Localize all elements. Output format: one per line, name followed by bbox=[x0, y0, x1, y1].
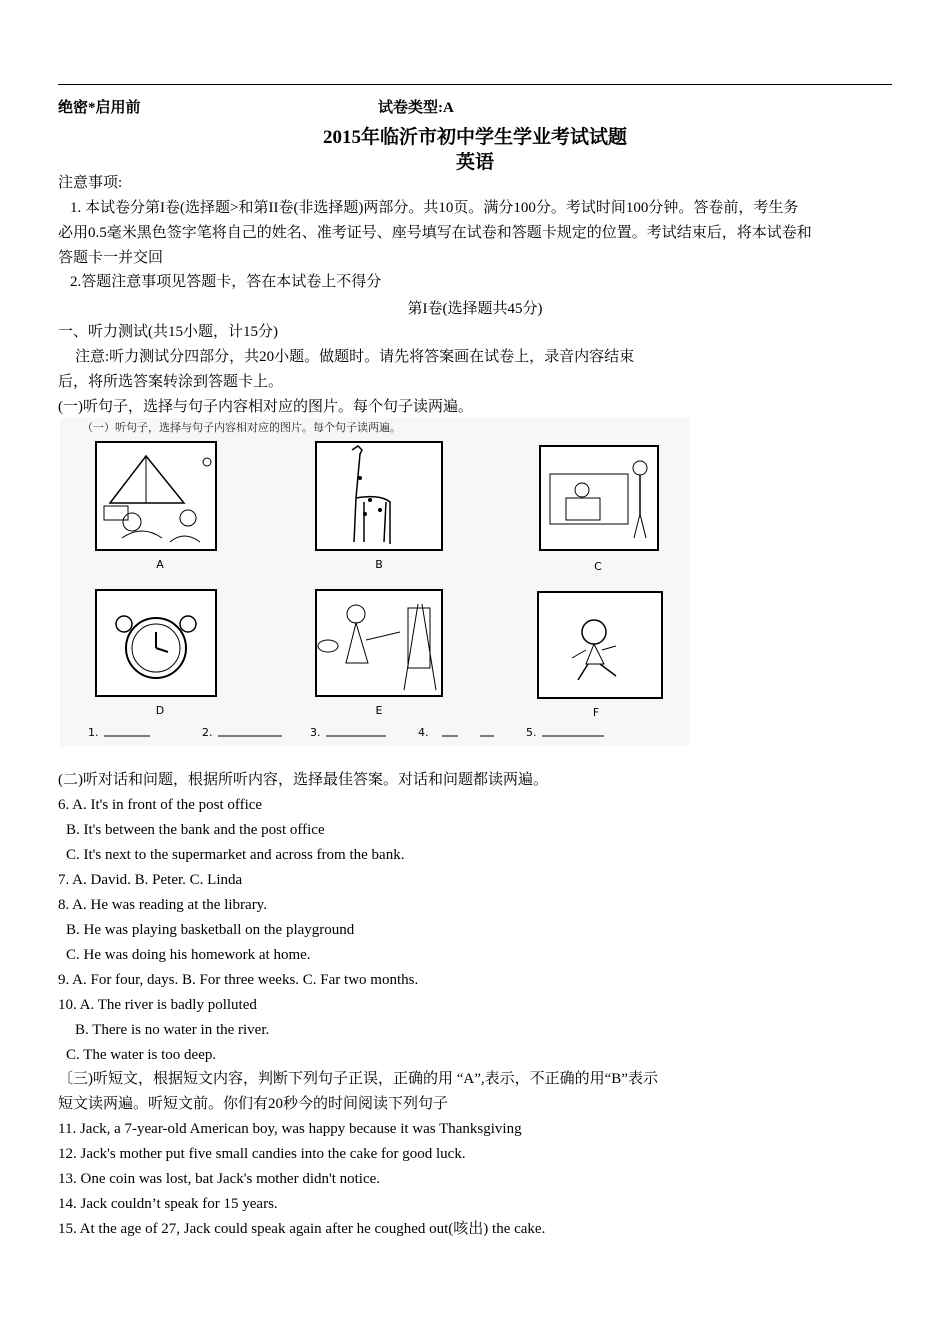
label-c: C bbox=[594, 560, 602, 573]
notes-item1-line1: 1. 本试卷分第I卷(选择题>和第II卷(非选择题)两部分。共10页。满分100分。考试时间100分钟。答卷前，考生务 bbox=[70, 200, 799, 216]
part3-heading-line2: 短文读两遍。听短文前。你们有20秒今的时间阅读下列句子 bbox=[58, 1096, 449, 1112]
blank-2-number: 2. bbox=[202, 726, 213, 739]
notes-heading: 注意事项: bbox=[58, 175, 123, 191]
picture-b-giraffe bbox=[316, 442, 442, 550]
picture-a-camping bbox=[96, 442, 216, 550]
notes-item2: 2.答题注意事项见答题卡，答在本试卷上不得分 bbox=[70, 274, 382, 290]
part2-heading: (二)听对话和问题，根据所听内容，选择最佳答案。对话和问题都读两遍。 bbox=[58, 772, 548, 788]
question-7: 7. A. David. B. Peter. C. Linda bbox=[58, 872, 243, 888]
question-8-b: B. He was playing basketball on the playground bbox=[66, 922, 355, 938]
question-10-c: C. The water is too deep. bbox=[66, 1047, 217, 1063]
question-6-a: 6. A. It's in front of the post office bbox=[58, 797, 263, 813]
question-13: 13. One coin was lost, bat Jack's mother didn't notice. bbox=[58, 1171, 381, 1187]
section1-heading: 一、听力测试(共15小题，计15分) bbox=[58, 324, 278, 340]
question-15: 15. At the age of 27, Jack could speak again after he coughed out(咳出) the cake. bbox=[58, 1221, 546, 1237]
question-6-b: B. It's between the bank and the post office bbox=[66, 822, 325, 838]
answer-blanks bbox=[88, 726, 604, 739]
blank-3-number: 3. bbox=[310, 726, 321, 739]
label-f: F bbox=[592, 706, 600, 719]
exam-subject: 英语 bbox=[455, 152, 494, 173]
picture-d-alarm-clock bbox=[96, 590, 216, 696]
picture-f-running-boy bbox=[538, 592, 662, 698]
label-d: D bbox=[155, 704, 165, 717]
question-11: 11. Jack, a 7-year-old American boy, was happy because it was Thanksgiving bbox=[58, 1121, 522, 1137]
notes-item1-line2: 必用0.5毫米黑色签字笔将自己的姓名、准考证号、座号填写在试卷和答题卡规定的位置。考试结束后，将本试卷和 bbox=[58, 225, 812, 241]
label-e: E bbox=[375, 704, 383, 717]
volume1-heading: 第I卷(选择题共45分) bbox=[407, 301, 543, 317]
question-8-c: C. He was doing his homework at home. bbox=[66, 947, 311, 963]
top-rule bbox=[58, 84, 892, 85]
label-b: B bbox=[375, 558, 383, 571]
picture-e-painting bbox=[316, 590, 442, 696]
question-6-c: C. It's next to the supermarket and across from the bank. bbox=[66, 847, 405, 863]
blank-1-number: 1. bbox=[88, 726, 99, 739]
listening-note-line1: 注意:听力测试分四部分，共20小题。做题时。请先将答案画在试卷上，录音内容结束 bbox=[75, 349, 635, 365]
question-8-a: 8. A. He was reading at the library. bbox=[58, 897, 267, 913]
figure-caption: （一）听句子，选择与句子内容相对应的图片。每个句子读两遍。 bbox=[82, 421, 401, 434]
confidential-label: 绝密*启用前 bbox=[58, 100, 141, 116]
paper-type-label: 试卷类型:A bbox=[378, 100, 454, 116]
notes-item1-line3: 答题卡一并交回 bbox=[58, 250, 164, 266]
question-14: 14. Jack couldn’t speak for 15 years. bbox=[58, 1196, 278, 1212]
part3-heading-line1: 〔三)听短文，根据短文内容，判断下列句子正误，正确的用 “A”,表示，不正确的用“B”表示 bbox=[58, 1071, 658, 1087]
question-12: 12. Jack's mother put five small candies into the cake for good luck. bbox=[58, 1146, 466, 1162]
blank-4-number: 4. bbox=[418, 726, 429, 739]
exam-title: 2015年临沂市初中学生学业考试试题 bbox=[322, 127, 627, 148]
question-10-b: B. There is no water in the river. bbox=[75, 1022, 270, 1038]
part1-heading: (一)听句子，选择与句子内容相对应的图片。每个句子读两遍。 bbox=[58, 399, 473, 415]
listening-note-line2: 后，将所选答案转涂到答题卡上。 bbox=[58, 374, 284, 390]
picture-choices-figure bbox=[60, 418, 690, 746]
question-9: 9. A. For four, days. B. For three weeks. C. Far two months. bbox=[58, 972, 419, 988]
label-a: A bbox=[156, 558, 164, 571]
blank-5-number: 5. bbox=[526, 726, 537, 739]
picture-c-bedroom bbox=[540, 446, 658, 550]
question-10-a: 10. A. The river is badly polluted bbox=[58, 997, 257, 1013]
